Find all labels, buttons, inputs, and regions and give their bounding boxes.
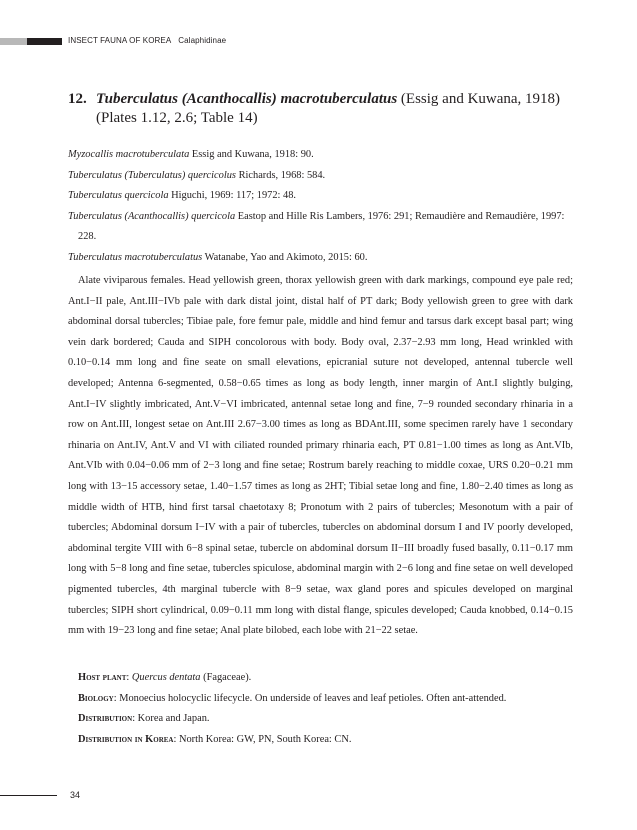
species-info xyxy=(78,668,573,750)
header-bar-gray xyxy=(0,38,27,45)
host-plant-family: (Fagaceae). xyxy=(200,672,252,683)
header-bar-black xyxy=(27,38,62,45)
species-authority: (Essig and Kuwana, 1918) xyxy=(400,91,561,107)
biology-label: Biology xyxy=(78,692,114,704)
synonym-citation: Watanabe, Yao and Akimoto, 2015: 60. xyxy=(202,251,368,263)
morphological-description: Alate viviparous females. Head yellowish green, thorax yellowish green with dark markings, compound eye pale red; Ant.I−II pale, Ant.III−IVb pale with dark distal joint, distal half of PT dark; Body yellowish green to gree with dark abdominal dorsal tubercles; Tibiae pale, fore femur pale, middle and hind femur and tarsus dark except basal part; wing vein dark bordered; Cauda and SIPH concolorous with body. Body oval, 2.37−2.93 mm long, Head wrinkled with 0.10−0.14 mm long and fine seate on small elevations, epicranial suture not developed, antennal tubercle well developed; Antenna 6-segmented, 0.58−0.65 times as long as body length, inner margin of Ant.I slightly bulging, Ant.I−IV slightly imbricated, Ant.V−VI imbricated, antennal setae long and fine, 7−9 rounded secondary rhinaria in a row on Ant.III, longest setae on Ant.III 2.67−3.00 times as long as BDAnt.III, some specimen rarely have 1 secondary rhinaria on Ant.IV, Ant.V and VI with ciliated rounded primary rhinaria each, PT 0.81−1.00 times as long as Ant.VIb, Ant.VIb with 0.04−0.06 mm of 2−3 long and fine setae; Rostrum barely reaching to middle coxae, URS 0.20−0.21 mm long with 13−15 accessory setae, 1.40−1.57 times as long as 2HT; Tibial setae long and fine, 1.80−2.40 times as long as middle width of HTB, hind first tarsal chaetotaxy 8; Pronotum with 2 pairs of tubercles; Mesonotum with a pair of tubercles; Abdominal dorsum I−IV with a pair of tubercles, tubercles on abdominal dorsum I and IV poorly developed, abdominal tergite VIII with 6−8 spinal setae, tubercle on abdominal dorsum II−III broadly fused basally, 0.11−0.17 mm long with 5−8 long and fine setae, tubercles spiculose, abdominal margin with 2−6 long and fine setae on well developed pigmented tubercles, 4th marginal tubercle with 8−9 setae, wax gland pores and spicules developed on marginal tubercles; SIPH short cylindrical, 0.09−0.11 mm long with distal flange, spicules developed; Cauda knobbed, 0.14−0.15 mm with 19−23 long and fine setae; Anal plate bilobed, each lobe with 21−22 setae. xyxy=(68,275,573,637)
species-epithet: macrotuberculatus xyxy=(280,91,398,107)
synonym-name: Tuberculatus (Acanthocallis) quercicola xyxy=(68,210,236,222)
synonym-citation: Higuchi, 1969: 117; 1972: 48. xyxy=(168,190,297,202)
host-plant-species: Quercus dentata xyxy=(131,672,201,683)
host-plant-label: Host plant xyxy=(78,672,127,683)
synonym-citation: Eastop and Hille Ris Lambers, 1976: 291; Remaudière and Remaudière, 1997: 228. xyxy=(78,210,565,243)
host-plant-line: Host plant: Quercus dentata (Fagaceae). xyxy=(78,672,252,683)
synonym-name: Tuberculatus macrotuberculatus xyxy=(68,251,203,263)
synonym-entry xyxy=(68,145,573,166)
biology-line: Biology: Monoecius holocyclic lifecycle. On underside of leaves and leaf petioles. Often ant-attended. xyxy=(78,692,507,704)
distribution-line: Distribution: Korea and Japan. xyxy=(78,713,210,725)
synonym-name: Tuberculatus quercicola xyxy=(68,190,169,202)
heading-line-1 xyxy=(68,90,568,109)
running-head-text xyxy=(68,36,226,46)
plates-reference: (Plates 1.12, 2.6; Table 14) xyxy=(96,110,258,126)
genus-name: Tuberculatus xyxy=(96,91,178,107)
species-number: 12. xyxy=(68,91,87,107)
distribution-korea-line: Distribution in Korea: North Korea: GW, PN, South Korea: CN. xyxy=(78,733,352,745)
subgenus-name: (Acanthocallis) xyxy=(181,91,277,107)
synonym-citation: Richards, 1968: 584. xyxy=(235,169,326,181)
biology-text: Monoecius holocyclic lifecycle. On underside of leaves and leaf petioles. Often ant-attended. xyxy=(116,692,507,704)
distribution-label: Distribution xyxy=(78,713,133,725)
synonym-entry xyxy=(68,248,573,269)
synonym-name: Myzocallis macrotuberculata xyxy=(68,149,190,160)
distribution-korea-label: Distribution in Korea xyxy=(78,733,174,745)
distribution-korea-text: North Korea: GW, PN, South Korea: CN. xyxy=(176,733,352,745)
series-title: INSECT FAUNA OF KOREA xyxy=(68,36,172,45)
distribution-text: Korea and Japan. xyxy=(135,713,210,725)
synonymy-list xyxy=(68,145,573,269)
synonym-entry xyxy=(68,186,573,207)
species-heading xyxy=(68,90,568,128)
synonym-citation: Essig and Kuwana, 1918: 90. xyxy=(189,149,314,160)
synonym-name: Tuberculatus (Tuberculatus) quercicolus xyxy=(68,169,236,181)
footer-rule xyxy=(0,795,57,796)
running-head xyxy=(0,36,637,46)
synonym-entry xyxy=(68,166,573,187)
synonym-entry xyxy=(68,207,573,248)
subfamily-title: Calaphidinae xyxy=(178,36,227,45)
page-number: 34 xyxy=(70,790,81,800)
